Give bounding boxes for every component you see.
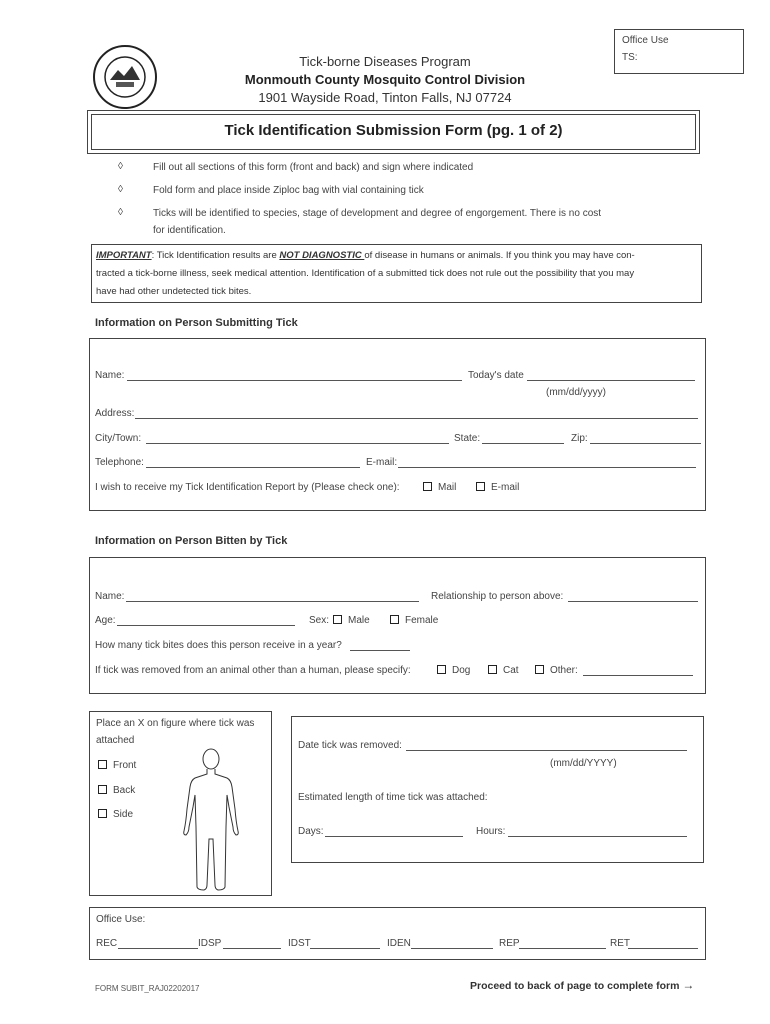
sex-male-option[interactable] <box>333 615 370 626</box>
bullet-icon: ◊ <box>118 161 123 172</box>
county-seal-logo <box>92 44 158 110</box>
view-front-option[interactable] <box>98 760 136 771</box>
instruction-3: Ticks will be identified to species, stage of development and degree of engorgement. There is no cost <box>153 208 602 219</box>
idsp-field[interactable] <box>223 948 281 949</box>
proceed-instruction <box>470 978 694 992</box>
sex-female-option[interactable] <box>390 615 438 626</box>
sex-label: Sex: <box>309 615 330 626</box>
days-field[interactable] <box>325 836 463 837</box>
report-email-option[interactable] <box>476 482 519 493</box>
removal-details-box <box>291 716 704 863</box>
form-code: FORM SUBIT_RAJ02202017 <box>95 984 200 993</box>
office-use-label: Office Use <box>622 35 669 46</box>
idst-label: IDST <box>288 938 311 949</box>
dog-label: Dog <box>452 665 471 676</box>
figure-instruction-1: Place an X on figure where tick was <box>96 718 255 729</box>
bitten-name-field[interactable] <box>126 601 419 602</box>
important-line-2: tracted a tick-borne illness, seek medical attention. Identification of a submitted tick does not rule out the possibility that you may <box>96 268 635 279</box>
important-label: IMPORTANT <box>96 250 152 261</box>
relationship-label: Relationship to person above: <box>431 591 564 602</box>
checkbox-icon[interactable] <box>98 785 107 794</box>
ret-label: RET <box>610 938 630 949</box>
checkbox-icon[interactable] <box>488 665 497 674</box>
cat-label: Cat <box>503 665 519 676</box>
date-removed-field[interactable] <box>406 750 687 751</box>
view-back-option[interactable] <box>98 785 135 796</box>
checkbox-icon[interactable] <box>390 615 399 624</box>
instruction-2: Fold form and place inside Ziploc bag with vial containing tick <box>153 185 424 196</box>
rep-label: REP <box>499 938 520 949</box>
submitter-name-field[interactable] <box>127 380 462 381</box>
telephone-label: Telephone: <box>95 457 144 468</box>
checkbox-icon[interactable] <box>476 482 485 491</box>
address-label: Address: <box>95 408 135 419</box>
program-title: Tick-borne Diseases Program <box>299 54 471 69</box>
important-notice-box <box>91 244 702 303</box>
email-field[interactable] <box>398 467 696 468</box>
animal-other-option[interactable] <box>535 665 578 676</box>
ret-field[interactable] <box>628 948 698 949</box>
section-2-title: Information on Person Bitten by Tick <box>95 535 288 547</box>
view-side-option[interactable] <box>98 809 133 820</box>
body-figure-box <box>89 711 272 896</box>
division-title: Monmouth County Mosquito Control Division <box>244 72 526 87</box>
idst-field[interactable] <box>310 948 380 949</box>
rec-label: REC <box>96 938 118 949</box>
bullet-icon: ◊ <box>118 184 123 195</box>
estimated-length-label: Estimated length of time tick was attached: <box>298 792 488 803</box>
days-label: Days: <box>298 826 324 837</box>
zip-field[interactable] <box>590 443 701 444</box>
report-mail-option[interactable] <box>423 482 456 493</box>
rec-field[interactable] <box>118 948 198 949</box>
side-label: Side <box>113 809 134 820</box>
bites-per-year-field[interactable] <box>350 650 410 651</box>
checkbox-icon[interactable] <box>333 615 342 624</box>
zip-label: Zip: <box>571 433 588 444</box>
back-label: Back <box>113 785 136 796</box>
idsp-label: IDSP <box>198 938 222 949</box>
checkbox-icon[interactable] <box>437 665 446 674</box>
section-1-title: Information on Person Submitting Tick <box>95 317 298 329</box>
date-format-hint: (mm/dd/yyyy) <box>546 387 606 398</box>
bitten-name-label: Name: <box>95 591 125 602</box>
other-label: Other: <box>550 665 578 676</box>
mail-label: Mail <box>438 482 457 493</box>
checkbox-icon[interactable] <box>98 809 107 818</box>
age-field[interactable] <box>117 625 295 626</box>
not-diagnostic: NOT DIAGNOSTIC <box>279 250 365 261</box>
address-field[interactable] <box>135 418 698 419</box>
age-label: Age: <box>95 615 116 626</box>
ts-label: TS: <box>622 52 638 63</box>
email-label: E-mail: <box>366 457 398 468</box>
animal-other-field[interactable] <box>583 675 693 676</box>
arrow-right-icon: → <box>682 978 695 992</box>
front-label: Front <box>113 760 137 771</box>
division-address: 1901 Wayside Road, Tinton Falls, NJ 07724 <box>258 90 512 105</box>
important-text-1: : Tick Identification results are <box>151 250 280 261</box>
office-use-bottom-box <box>89 907 706 960</box>
removal-date-hint: (mm/dd/YYYY) <box>550 758 617 769</box>
today-date-field[interactable] <box>527 380 695 381</box>
animal-question: If tick was removed from an animal other than a human, please specify: <box>95 665 411 676</box>
animal-dog-option[interactable] <box>437 665 470 676</box>
telephone-field[interactable] <box>146 467 360 468</box>
body-outline-figure[interactable] <box>180 747 242 892</box>
relationship-field[interactable] <box>568 601 698 602</box>
checkbox-icon[interactable] <box>423 482 432 491</box>
proceed-text: Proceed to back of page to complete form <box>470 980 680 992</box>
important-text-2: of disease in humans or animals. If you think you may have con- <box>364 250 635 261</box>
iden-field[interactable] <box>411 948 493 949</box>
bites-per-year-question: How many tick bites does this person receive in a year? <box>95 640 342 651</box>
hours-field[interactable] <box>508 836 687 837</box>
figure-instruction-2: attached <box>96 735 135 746</box>
date-removed-label: Date tick was removed: <box>298 740 402 751</box>
state-label: State: <box>454 433 481 444</box>
email-option-label: E-mail <box>491 482 520 493</box>
city-field[interactable] <box>146 443 449 444</box>
office-use-box <box>614 29 744 74</box>
form-title-box <box>87 110 700 154</box>
instruction-1: Fill out all sections of this form (front and back) and sign where indicated <box>153 162 474 173</box>
instruction-3-cont: for identification. <box>153 225 226 236</box>
rep-field[interactable] <box>519 948 606 949</box>
checkbox-icon[interactable] <box>98 760 107 769</box>
office-use-bottom-label: Office Use: <box>96 914 146 925</box>
checkbox-icon[interactable] <box>535 665 544 674</box>
hours-label: Hours: <box>476 826 506 837</box>
submitter-name-label: Name: <box>95 370 125 381</box>
state-field[interactable] <box>482 443 564 444</box>
iden-label: IDEN <box>387 938 411 949</box>
report-method-question: I wish to receive my Tick Identification Report by (Please check one): <box>95 482 400 493</box>
form-title: Tick Identification Submission Form (pg. 1 of 2) <box>224 122 563 139</box>
important-line-3: have had other undetected tick bites. <box>96 286 252 297</box>
animal-cat-option[interactable] <box>488 665 519 676</box>
city-label: City/Town: <box>95 433 142 444</box>
bullet-icon: ◊ <box>118 207 123 218</box>
female-label: Female <box>405 615 439 626</box>
male-label: Male <box>348 615 370 626</box>
today-date-label: Today's date <box>468 370 524 381</box>
